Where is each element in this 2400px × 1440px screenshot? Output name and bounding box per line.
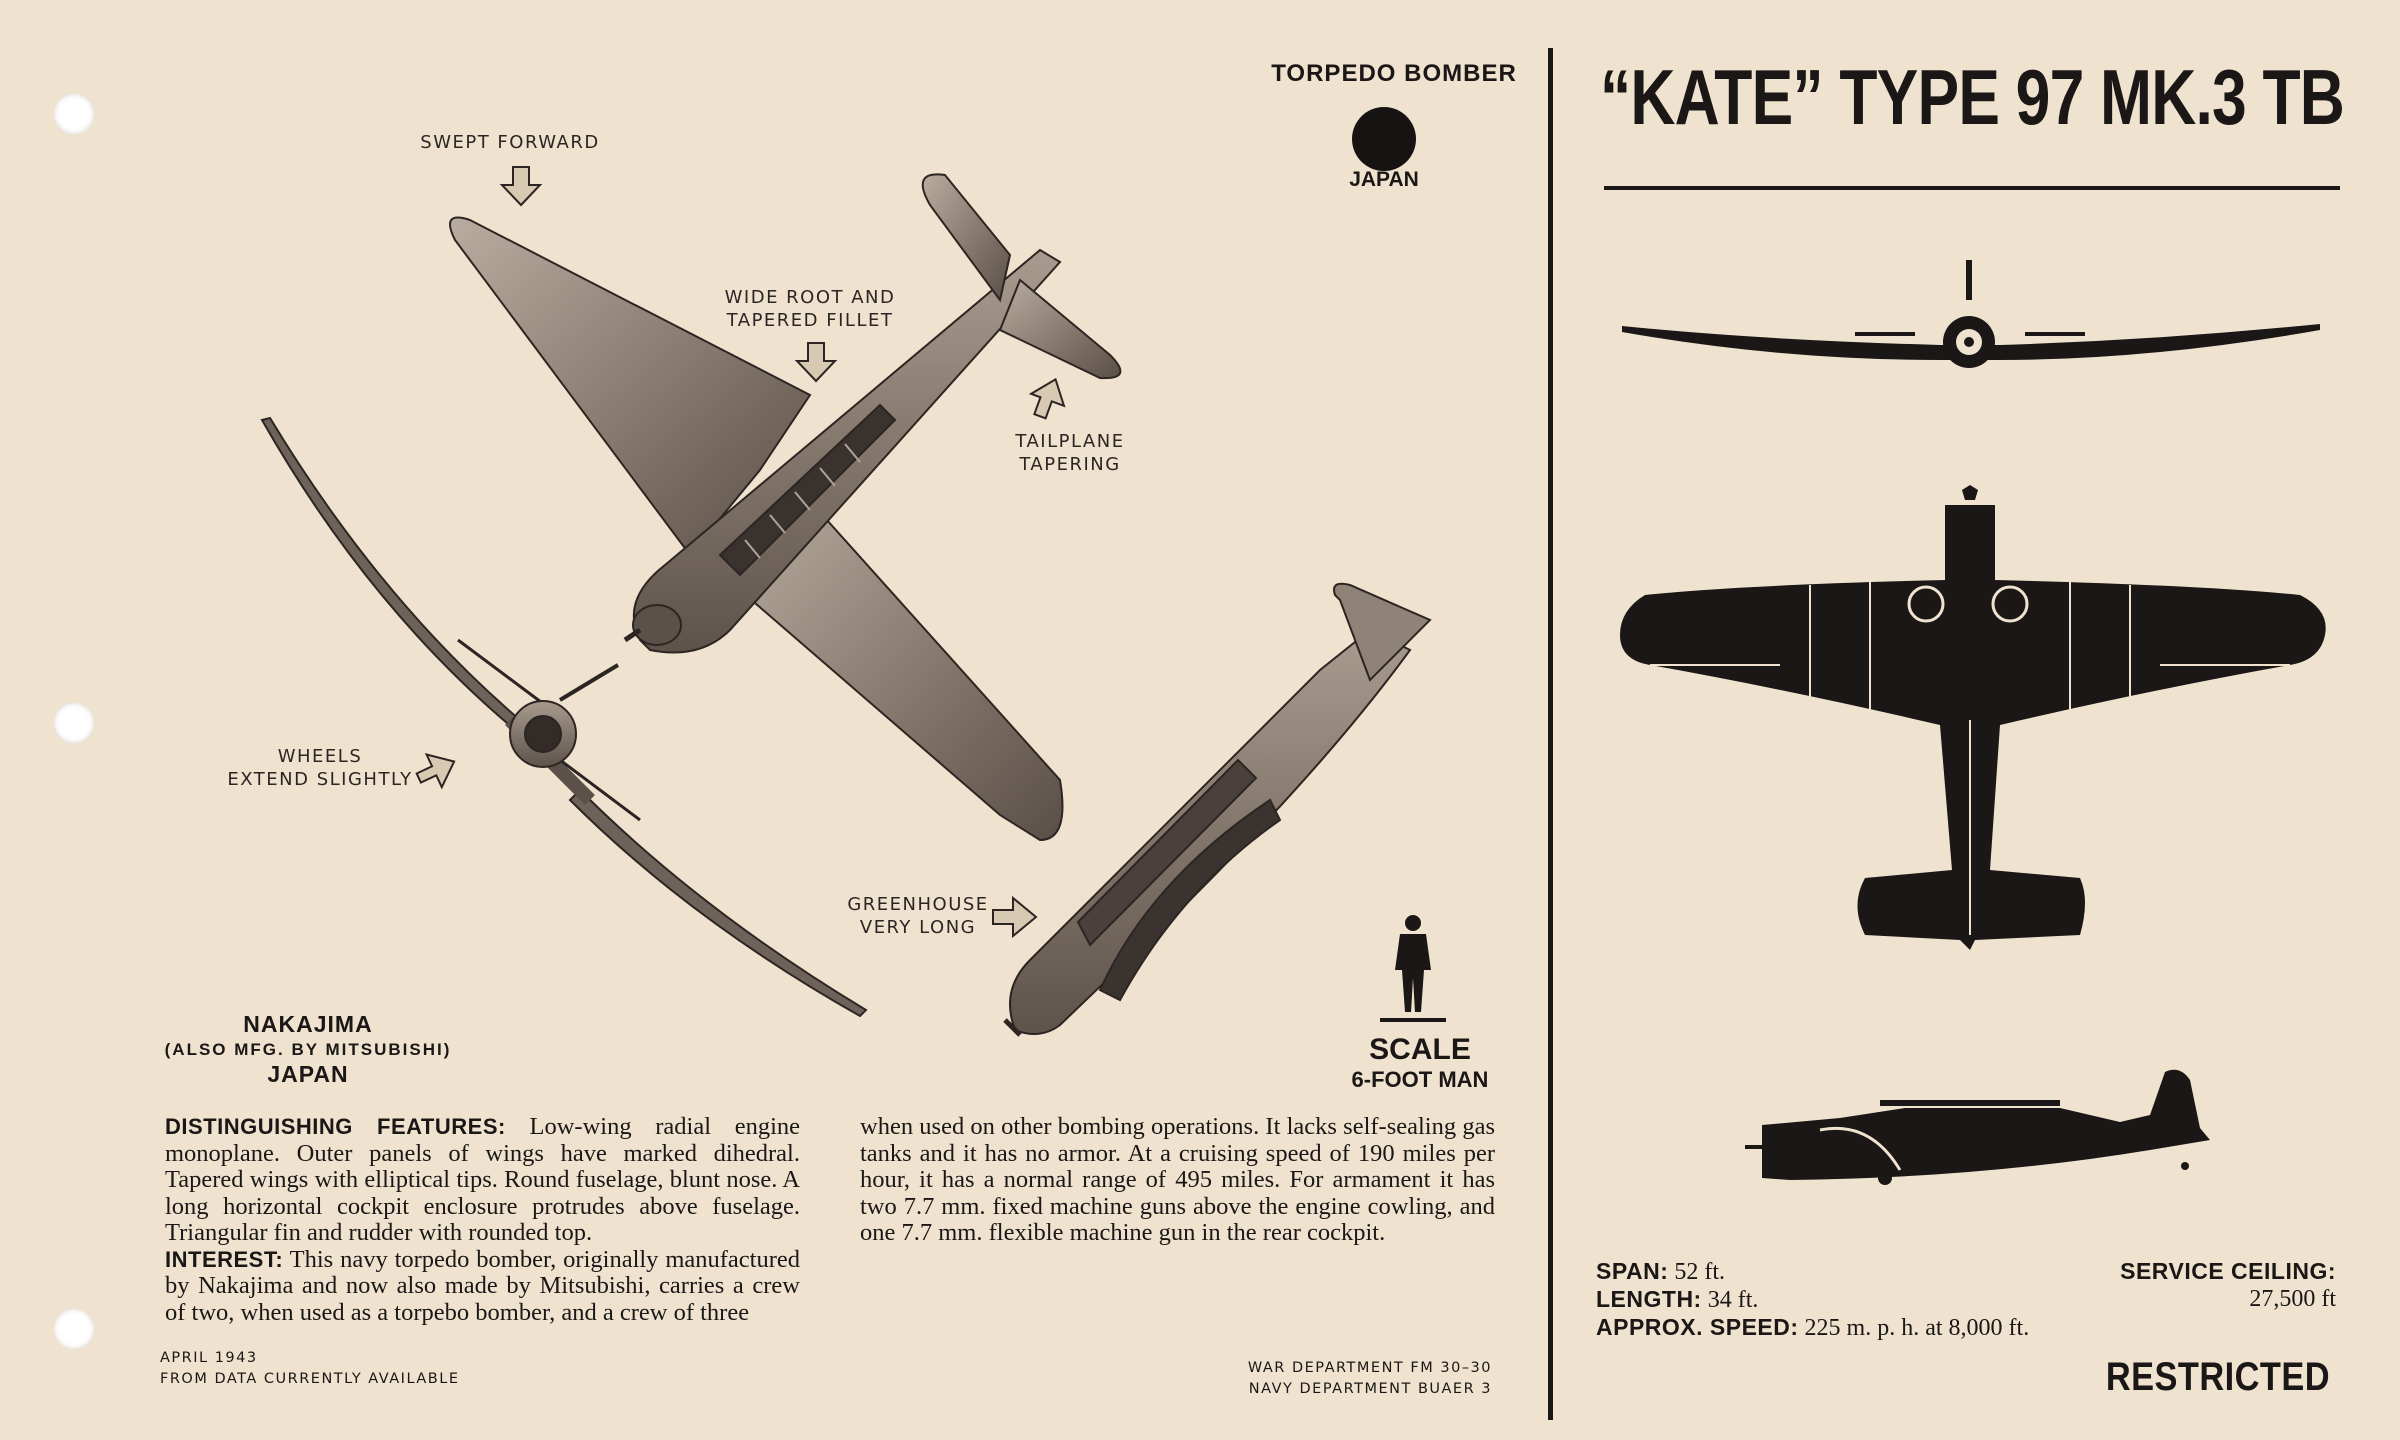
- plane-side-view: [1005, 584, 1430, 1035]
- silhouette-side: [1745, 1070, 2210, 1185]
- aircraft-illustrations: [0, 0, 1548, 1100]
- description-column-1: [165, 1114, 800, 1330]
- role-label: TORPEDO BOMBER: [1271, 60, 1517, 87]
- length-row: LENGTH: 34 ft.: [1596, 1286, 1759, 1313]
- punch-hole-bottom: [53, 1308, 95, 1350]
- callout-tailplane: TAILPLANE TAPERING: [1015, 431, 1125, 475]
- callout-swept-forward: SWEPT FORWARD: [420, 132, 600, 153]
- scale-label: SCALE: [1369, 1033, 1471, 1066]
- interest-text: This navy torpedo bomber, originally manufactured by Nakajima and now also made by Mitsubishi, carries a crew of two, when used as a torpebo bomber, and a crew of three: [165, 1245, 800, 1326]
- ceiling-label: SERVICE CEILING:: [2120, 1258, 2336, 1284]
- arrow-wide-root: [797, 343, 835, 381]
- callout-greenhouse: GREENHOUSE VERY LONG: [847, 894, 989, 938]
- footer-left: [160, 1348, 560, 1390]
- callout-wheels: WHEELS EXTEND SLIGHTLY: [227, 746, 413, 790]
- scale-man-figure: [1380, 915, 1446, 1022]
- column-divider: [1548, 48, 1553, 1420]
- arrow-tailplane: [1025, 373, 1072, 423]
- interest-text-continued: when used on other bombing operations. It lacks self-sealing gas tanks and it has no armor. At a cruising speed of 190 miles per hour, it has a normal range of 495 miles. For armament it has two 7.7 mm. fixed machine guns above the engine cowling, and one 7.7 mm. flexible machine gun in the rear cockpit.: [860, 1114, 1495, 1246]
- callout-wide-root: WIDE ROOT AND TAPERED FILLET: [724, 287, 896, 331]
- arrow-greenhouse: [993, 898, 1036, 936]
- description-column-2: [860, 1114, 1495, 1336]
- interest-heading: INTEREST:: [165, 1246, 284, 1272]
- footer-source: FROM DATA CURRENTLY AVAILABLE: [160, 1371, 460, 1387]
- manufacturer-note: (ALSO MFG. BY MITSUBISHI): [164, 1040, 452, 1059]
- scale-reference: 6-FOOT MAN: [1351, 1067, 1489, 1092]
- footer-navy-dept: NAVY DEPARTMENT BUAER 3: [1248, 1381, 1492, 1397]
- manufacturer-name: NAKAJIMA: [243, 1011, 373, 1037]
- silhouette-front: [1622, 260, 2320, 368]
- ceiling-block: [2060, 1258, 2336, 1313]
- manufacturer-block: [158, 1012, 458, 1087]
- arrow-swept-forward: [502, 167, 540, 205]
- footer-date: APRIL 1943: [160, 1350, 258, 1366]
- country-label: JAPAN: [1349, 168, 1419, 191]
- speed-row: APPROX. SPEED: 225 m. p. h. at 8,000 ft.: [1596, 1314, 2030, 1341]
- page-title: “KATE” TYPE 97 MK.3 TB: [1600, 53, 2345, 141]
- span-row: SPAN: 52 ft.: [1596, 1258, 1726, 1285]
- hinomaru-insignia: [1352, 107, 1416, 171]
- silhouette-plan: [1620, 485, 2326, 950]
- restricted-stamp: RESTRICTED: [2105, 1355, 2330, 1399]
- footer-war-dept: WAR DEPARTMENT FM 30–30: [1247, 1360, 1492, 1376]
- features-text: Low-wing radial engine monoplane. Outer panels of wings have marked dihedral. Tapered wings with elliptical tips. Round fuselage, blunt nose. A long horizontal cockpit enclosure protrudes above fuselage. Triangular fin and rudder with rounded top.: [165, 1114, 800, 1246]
- ceiling-value: 27,500 ft: [2249, 1286, 2336, 1312]
- features-heading: DISTINGUISHING FEATURES:: [165, 1114, 506, 1139]
- title-rule: [1604, 186, 2340, 190]
- footer-right: [1120, 1358, 1492, 1400]
- manufacturer-country: JAPAN: [267, 1061, 349, 1087]
- scale-block: [1330, 1033, 1510, 1093]
